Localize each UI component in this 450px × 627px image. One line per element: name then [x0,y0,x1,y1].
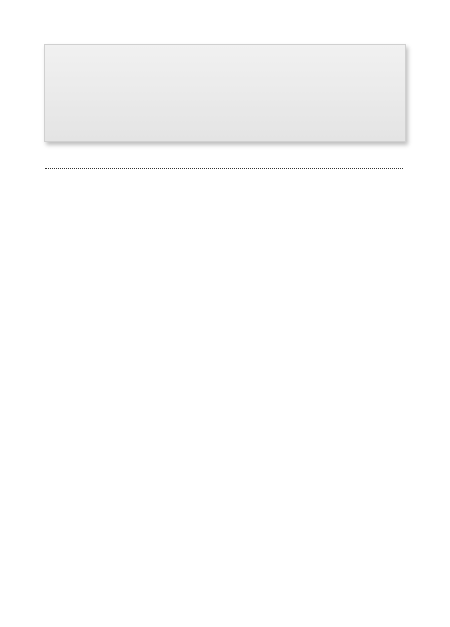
part-entry[interactable] [44,170,404,171]
title-box [44,44,406,142]
dot-leader [45,168,403,169]
table-of-contents [44,170,404,176]
